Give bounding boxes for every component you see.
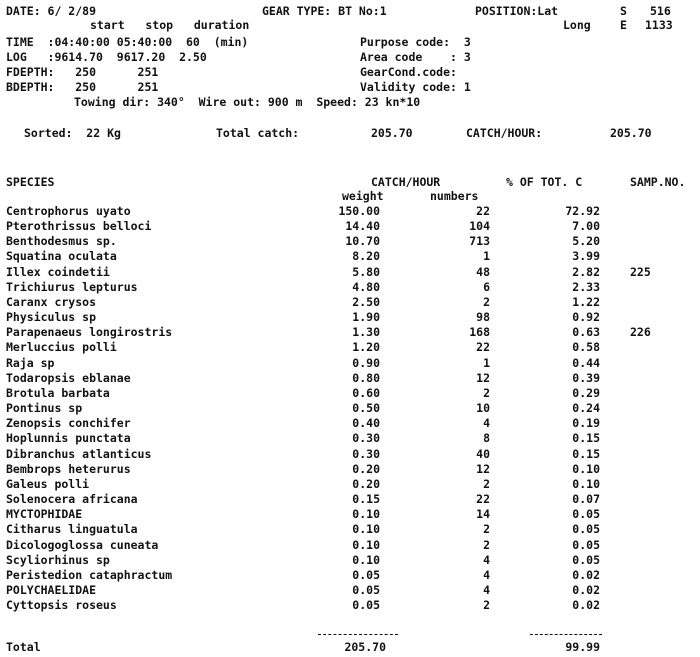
species-name: Dibranchus atlanticus [6,447,152,461]
numbers-value: 4 [483,416,490,430]
weight-value: 8.20 [352,249,380,263]
species-name: Caranx crysos [6,295,97,309]
species-name: Solenocera africana [6,492,138,506]
numbers-value: 98 [476,310,490,324]
numbers-value: 2 [483,598,490,612]
pct-value: 0.02 [572,598,600,612]
catch-hour-column-header: CATCH/HOUR [371,175,441,189]
weight-value: 0.30 [352,431,380,445]
weight-value: 0.20 [352,462,380,476]
species-name: Physiculus sp [6,310,97,324]
numbers-value: 2 [483,522,490,536]
pct-value: 2.82 [572,265,600,279]
weight-value: 0.50 [352,401,380,415]
weight-value: 0.15 [352,492,380,506]
pct-value: 0.92 [572,310,600,324]
pct-value: 0.05 [572,507,600,521]
species-name: Raja sp [6,356,55,370]
numbers-value: 22 [476,204,490,218]
numbers-value: 1 [483,356,490,370]
weight-value: 0.10 [352,522,380,536]
species-name: Cyttopsis roseus [6,598,117,612]
weight-value: 5.80 [352,265,380,279]
latitude-hemisphere: S [620,4,627,18]
latitude-value: 516 [650,4,671,18]
species-name: Merluccius polli [6,340,117,354]
weight-value: 0.30 [352,447,380,461]
species-name: Scyliorhinus sp [6,553,110,567]
validity-code: Validity code: 1 [360,80,471,94]
weight-value: 1.20 [352,340,380,354]
numbers-value: 14 [476,507,490,521]
species-name: Illex coindetii [6,265,110,279]
catch-hour-value: 205.70 [610,126,652,140]
numbers-value: 2 [483,538,490,552]
weight-column-header: weight [342,189,384,203]
pct-value: 5.20 [572,234,600,248]
sample-number: 226 [630,325,651,339]
species-name: MYCTOPHIDAE [6,507,83,521]
pct-total-rule [530,634,602,635]
pct-value: 0.19 [572,416,600,430]
pct-value: 0.63 [572,325,600,339]
species-column-header: SPECIES [6,175,55,189]
longitude-hemisphere: E [620,18,627,32]
pct-value: 7.00 [572,219,600,233]
pct-value: 0.15 [572,431,600,445]
species-name: Bembrops heterurus [6,462,131,476]
numbers-value: 12 [476,371,490,385]
longitude-label: Long [563,18,591,32]
numbers-value: 40 [476,447,490,461]
fdepth-line: FDEPTH: 250 251 [6,65,159,79]
numbers-value: 10 [476,401,490,415]
pct-value: 1.22 [572,295,600,309]
pct-value: 0.07 [572,492,600,506]
pct-value: 0.29 [572,386,600,400]
pct-value: 72.92 [565,204,600,218]
numbers-value: 104 [469,219,490,233]
species-name: Brotula barbata [6,386,110,400]
species-name: Todaropsis eblanae [6,371,131,385]
numbers-value: 48 [476,265,490,279]
weight-value: 0.05 [352,583,380,597]
time-column-labels: start stop duration [90,18,250,32]
log-line: LOG :9614.70 9617.20 2.50 [6,50,207,64]
weight-value: 0.80 [352,371,380,385]
numbers-value: 6 [483,280,490,294]
position-label: POSITION:Lat [475,4,559,18]
sample-number: 225 [630,265,651,279]
purpose-code: Purpose code: 3 [360,35,471,49]
numbers-value: 22 [476,492,490,506]
numbers-value: 2 [483,477,490,491]
sample-number-column-header: SAMP.NO. [630,175,686,189]
pct-value: 3.99 [572,249,600,263]
weight-value: 10.70 [345,234,380,248]
species-name: Peristedion cataphractum [6,568,173,582]
species-name: Zenopsis conchifer [6,416,131,430]
total-catch-value: 205.70 [371,126,413,140]
species-name: Dicologoglossa cuneata [6,538,159,552]
total-label: Total [6,640,41,654]
numbers-value: 12 [476,462,490,476]
species-name: Trichiurus lepturus [6,280,138,294]
pct-value: 0.39 [572,371,600,385]
sorted-weight: Sorted: 22 Kg [24,126,121,140]
catch-hour-label: CATCH/HOUR: [466,126,543,140]
total-weight: 205.70 [344,640,386,654]
pct-value: 0.24 [572,401,600,415]
longitude-value: 1133 [645,18,673,32]
species-name: Centrophorus uyato [6,204,131,218]
species-name: Benthodesmus sp. [6,234,117,248]
species-name: Parapenaeus longirostris [6,325,173,339]
numbers-value: 4 [483,568,490,582]
numbers-value: 22 [476,340,490,354]
total-pct: 99.99 [565,640,600,654]
species-name: Citharus linguatula [6,522,138,536]
numbers-value: 4 [483,553,490,567]
numbers-value: 2 [483,386,490,400]
numbers-value: 2 [483,295,490,309]
weight-value: 1.90 [352,310,380,324]
pct-value: 0.58 [572,340,600,354]
total-catch-label: Total catch: [216,126,300,140]
numbers-value: 4 [483,583,490,597]
species-name: POLYCHAELIDAE [6,583,97,597]
pct-total-column-header: % OF TOT. C [506,175,583,189]
weight-total-rule [318,634,398,635]
pct-value: 2.33 [572,280,600,294]
weight-value: 0.90 [352,356,380,370]
pct-value: 0.05 [572,553,600,567]
weight-value: 0.20 [352,477,380,491]
pct-value: 0.10 [572,462,600,476]
pct-value: 0.05 [572,522,600,536]
pct-value: 0.44 [572,356,600,370]
time-line: TIME :04:40:00 05:40:00 60 (min) [6,35,249,49]
weight-value: 4.80 [352,280,380,294]
species-name: Pontinus sp [6,401,83,415]
pct-value: 0.15 [572,447,600,461]
date-field: DATE: 6/ 2/89 [6,4,97,18]
pct-value: 0.02 [572,583,600,597]
species-name: Pterothrissus belloci [6,219,152,233]
pct-value: 0.10 [572,477,600,491]
weight-value: 2.50 [352,295,380,309]
pct-value: 0.02 [572,568,600,582]
weight-value: 0.10 [352,507,380,521]
towing-line: Towing dir: 340° Wire out: 900 m Speed: 23 kn*10 [74,95,421,109]
weight-value: 0.10 [352,538,380,552]
area-code: Area code : 3 [360,50,471,64]
gear-type-field: GEAR TYPE: BT No:1 [262,4,387,18]
species-name: Hoplunnis punctata [6,431,131,445]
weight-value: 0.05 [352,598,380,612]
weight-value: 0.05 [352,568,380,582]
species-name: Squatina oculata [6,249,117,263]
pct-value: 0.05 [572,538,600,552]
weight-value: 0.40 [352,416,380,430]
numbers-value: 713 [469,234,490,248]
gearcond-code: GearCond.code: [360,65,457,79]
weight-value: 0.10 [352,553,380,567]
species-name: Galeus polli [6,477,90,491]
numbers-value: 168 [469,325,490,339]
numbers-value: 1 [483,249,490,263]
weight-value: 0.60 [352,386,380,400]
weight-value: 14.40 [345,219,380,233]
bdepth-line: BDEPTH: 250 251 [6,80,159,94]
numbers-column-header: numbers [430,189,479,203]
weight-value: 1.30 [352,325,380,339]
weight-value: 150.00 [338,204,380,218]
numbers-value: 8 [483,431,490,445]
